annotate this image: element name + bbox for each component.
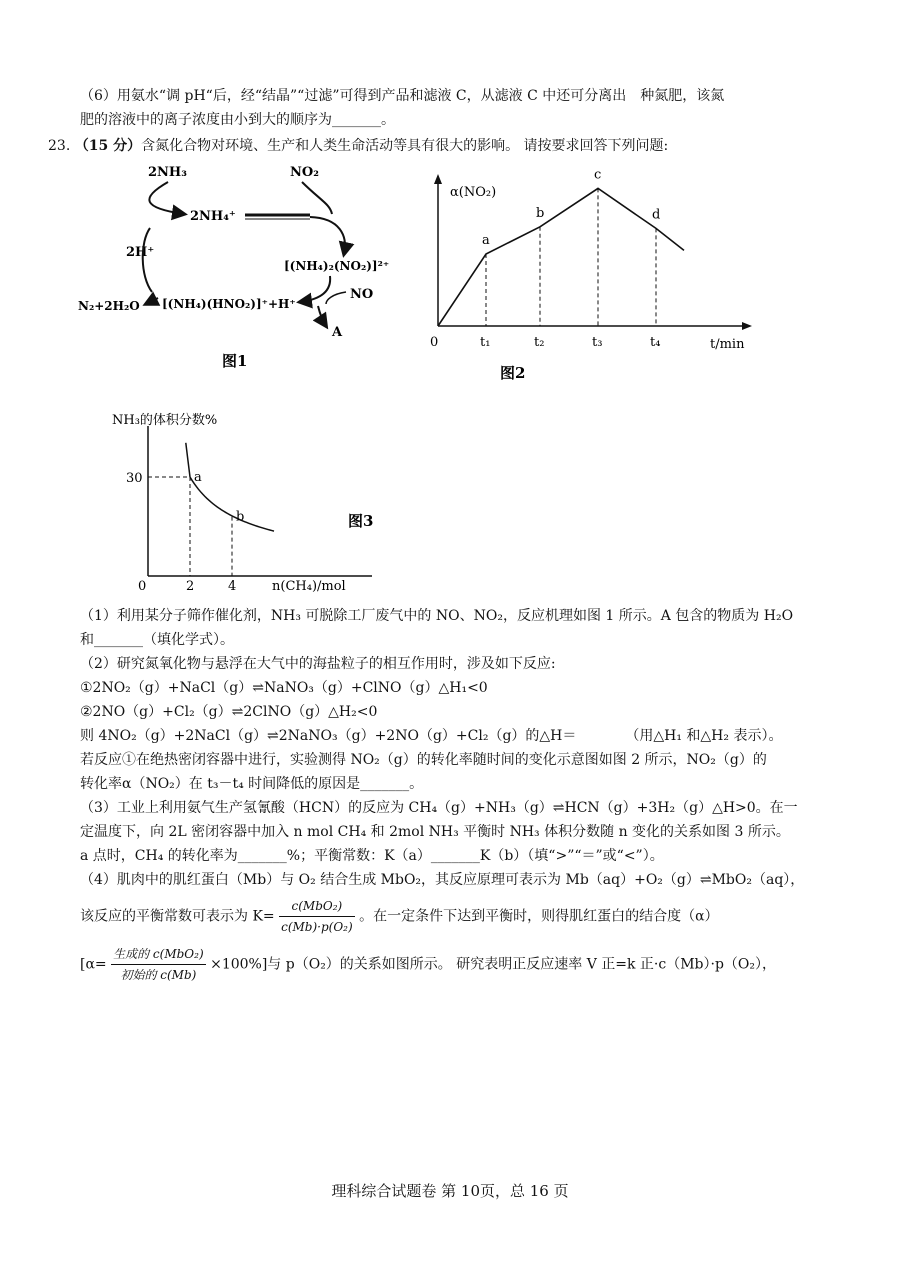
alpha-suffix: ×100%]与 p（O₂）的关系如图所示。 研究表明正反应速率 V 正=k 正·c（Mb）·p（O₂）， [210,956,777,973]
fig2-tick-label: t₂ [534,335,545,350]
q22-6-line2: 肥的溶液中的离子浓度由小到大的顺序为_______。 [80,112,395,128]
part2-line1: （2）研究氮氧化物与悬浮在大气中的海盐粒子的相互作用时，涉及如下反应: [80,656,556,672]
part2-line3: ②2NO（g）+Cl₂（g）⇌2ClNO（g）△H₂<0 [80,704,378,720]
part2-line4: 则 4NO₂（g）+2NaCl（g）⇌2NaNO₃（g）+2NO（g）+Cl₂（g）的△H＝ （用△H₁ 和△H₂ 表示）。 [80,728,783,744]
part1-line2: 和_______（填化学式）。 [80,632,234,648]
arrow-lower-right [300,276,330,302]
k-fraction [279,896,355,937]
fig1-a: A [332,325,343,340]
fig3-caption: 图3 [348,512,374,530]
arrow-nh3 [149,182,184,214]
alpha-numerator: 生成的 c(MbO₂) [111,944,206,965]
fig3-ytick-30: 30 [126,471,143,486]
arrow-n2 [146,298,158,304]
fig2-point-label-c: c [594,168,602,183]
fig2-ylabel: α(NO₂) [450,185,497,200]
part3-line1: （3）工业上利用氨气生产氢氰酸（HCN）的反应为 CH₄（g）+NH₃（g）⇌HCN（g）+3H₂（g）△H>0。在一 [80,800,798,816]
q23-intro: 含氮化合物对环境、生产和人类生命活动等具有很大的影响。 请按要求回答下列问题: [141,138,669,154]
q23-number: 23. [48,138,71,154]
fig2-origin: 0 [430,335,439,350]
part2-line2: ①2NO₂（g）+NaCl（g）⇌NaNO₃（g）+ClNO（g）△H₁<0 [80,680,488,696]
part4-line3 [80,944,776,985]
fig1-caption: 图1 [222,352,248,370]
arrow-right-down [310,217,345,254]
q23-score: （15 分） [74,138,142,154]
k-denominator: c(Mb)·p(O₂) [281,920,353,934]
fig1-nh4: 2NH₄⁺ [190,209,236,224]
fig2-series-line [438,188,684,326]
part3-line3: a 点时，CH₄ 的转化率为_______%；平衡常数：K（a）_______K（b）（填“>”“＝”或“<”）。 [80,848,664,864]
fig3-xtick-2: 2 [186,579,195,594]
q22-6-line1: （6）用氨水“调 pH“后，经“结晶”“过滤”可得到产品和滤液 C，从滤液 C 中还可分离出 种氮肥，该氮 [80,88,725,104]
fig2-point-label-a: a [482,233,490,248]
fig3-point-label-b: b [236,509,245,525]
arrow-no2 [302,182,332,214]
fig3-xlabel: n(CH₄)/mol [272,579,346,594]
arrow-left-up [143,228,152,292]
fig3-ylabel: NH₃的体积分数% [112,413,218,428]
part4-line1: （4）肌肉中的肌红蛋白（Mb）与 O₂ 结合生成 MbO₂，其反应原理可表示为 Mb（aq）+O₂（g）⇌MbO₂（aq）， [80,872,805,888]
fig3-point-label-a: a [194,470,202,485]
fig2-xlabel: t/min [710,337,745,352]
alpha-fraction [111,944,206,985]
fig2-tick-label: t₃ [592,335,603,350]
alpha-prefix: [α= [80,956,107,973]
q23-heading [48,136,668,156]
fig1-complex2: [(NH₄)(HNO₂)]⁺+H⁺ [162,297,296,311]
fig2-tick-label: t₁ [480,335,491,350]
part1-line1: （1）利用某分子筛作催化剂，NH₃ 可脱除工厂废气中的 NO、NO₂，反应机理如图 1 所示。A 包含的物质为 H₂O [80,608,794,624]
k-numerator: c(MbO₂) [279,896,355,917]
alpha-denominator: 初始的 c(Mb) [120,968,197,982]
part4-line2 [80,896,719,937]
part2-line5: 若反应①在绝热密闭容器中进行，实验测得 NO₂（g）的转化率随时间的变化示意图如图 2 所示，NO₂（g）的 [80,752,767,768]
fig1-no2: NO₂ [290,165,319,180]
figure-1 [70,158,400,378]
page-footer: 理科综合试题卷 第 10页，总 16 页 [331,1182,569,1200]
fig2-point-label-b: b [536,205,545,221]
figure-2 [420,168,760,386]
figure-3 [100,408,390,596]
fig3-xtick-4: 4 [228,579,237,594]
fig1-no: NO [350,287,374,302]
fig1-nh3: 2NH₃ [148,165,187,180]
fig1-complex1: [(NH₄)₂(NO₂)]²⁺ [284,259,390,273]
fig2-point-label-d: d [652,207,661,223]
part2-line6: 转化率α（NO₂）在 t₃－t₄ 时间降低的原因是_______。 [80,776,424,792]
k-expression-suffix: 。在一定条件下达到平衡时，则得肌红蛋白的结合度（α） [359,908,719,925]
arrow-no [326,292,346,304]
fig1-n2: N₂+2H₂O [78,299,140,313]
fig3-curve [186,443,274,531]
fig2-caption: 图2 [500,364,526,382]
part3-line2: 定温度下，向 2L 密闭容器中加入 n mol CH₄ 和 2mol NH₃ 平衡时 NH₃ 体积分数随 n 变化的关系如图 3 所示。 [80,824,790,840]
arrow-a [318,306,326,326]
fig1-hplus: 2H⁺ [126,245,155,260]
fig2-tick-label: t₄ [650,335,661,350]
k-expression-prefix: 该反应的平衡常数可表示为 K= [80,908,275,925]
fig3-origin: 0 [138,579,147,594]
